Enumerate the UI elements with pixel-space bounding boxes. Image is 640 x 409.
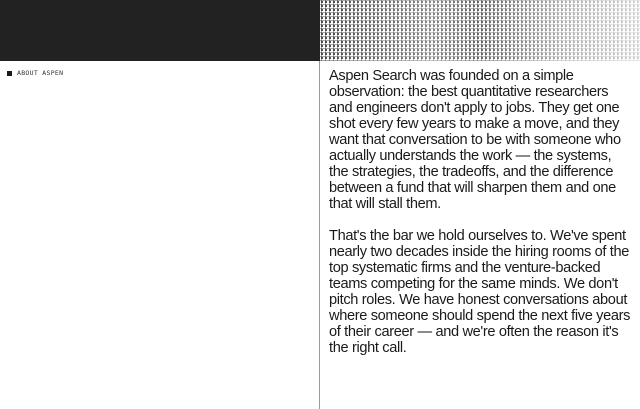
square-bullet-icon — [7, 71, 12, 76]
section-label-text: ABOUT ASPEN — [17, 69, 64, 77]
header-halftone-pattern — [320, 0, 640, 61]
section-label — [7, 69, 63, 77]
about-body — [329, 68, 633, 372]
header-dark-panel — [0, 0, 320, 61]
about-paragraph-2: That's the bar we hold ourselves to. We've spent nearly two decades inside the hiring rooms of the top systematic firms and the venture-backed teams competing for the same minds. We don't pitch roles. We have honest conversations about where someone should spend the next five years of their career — and we're often the reason it's the right call. — [329, 228, 631, 356]
column-divider — [319, 61, 320, 409]
about-paragraph-1: Aspen Search was founded on a simple observation: the best quantitative researchers and engineers don't apply to jobs. They get one shot every few years to make a move, and they want that conversation to be with someone who actually understands the work — the systems, the strategies, the tradeoffs, and the difference between a fund that will sharpen them and one that will stall them. — [329, 68, 621, 212]
